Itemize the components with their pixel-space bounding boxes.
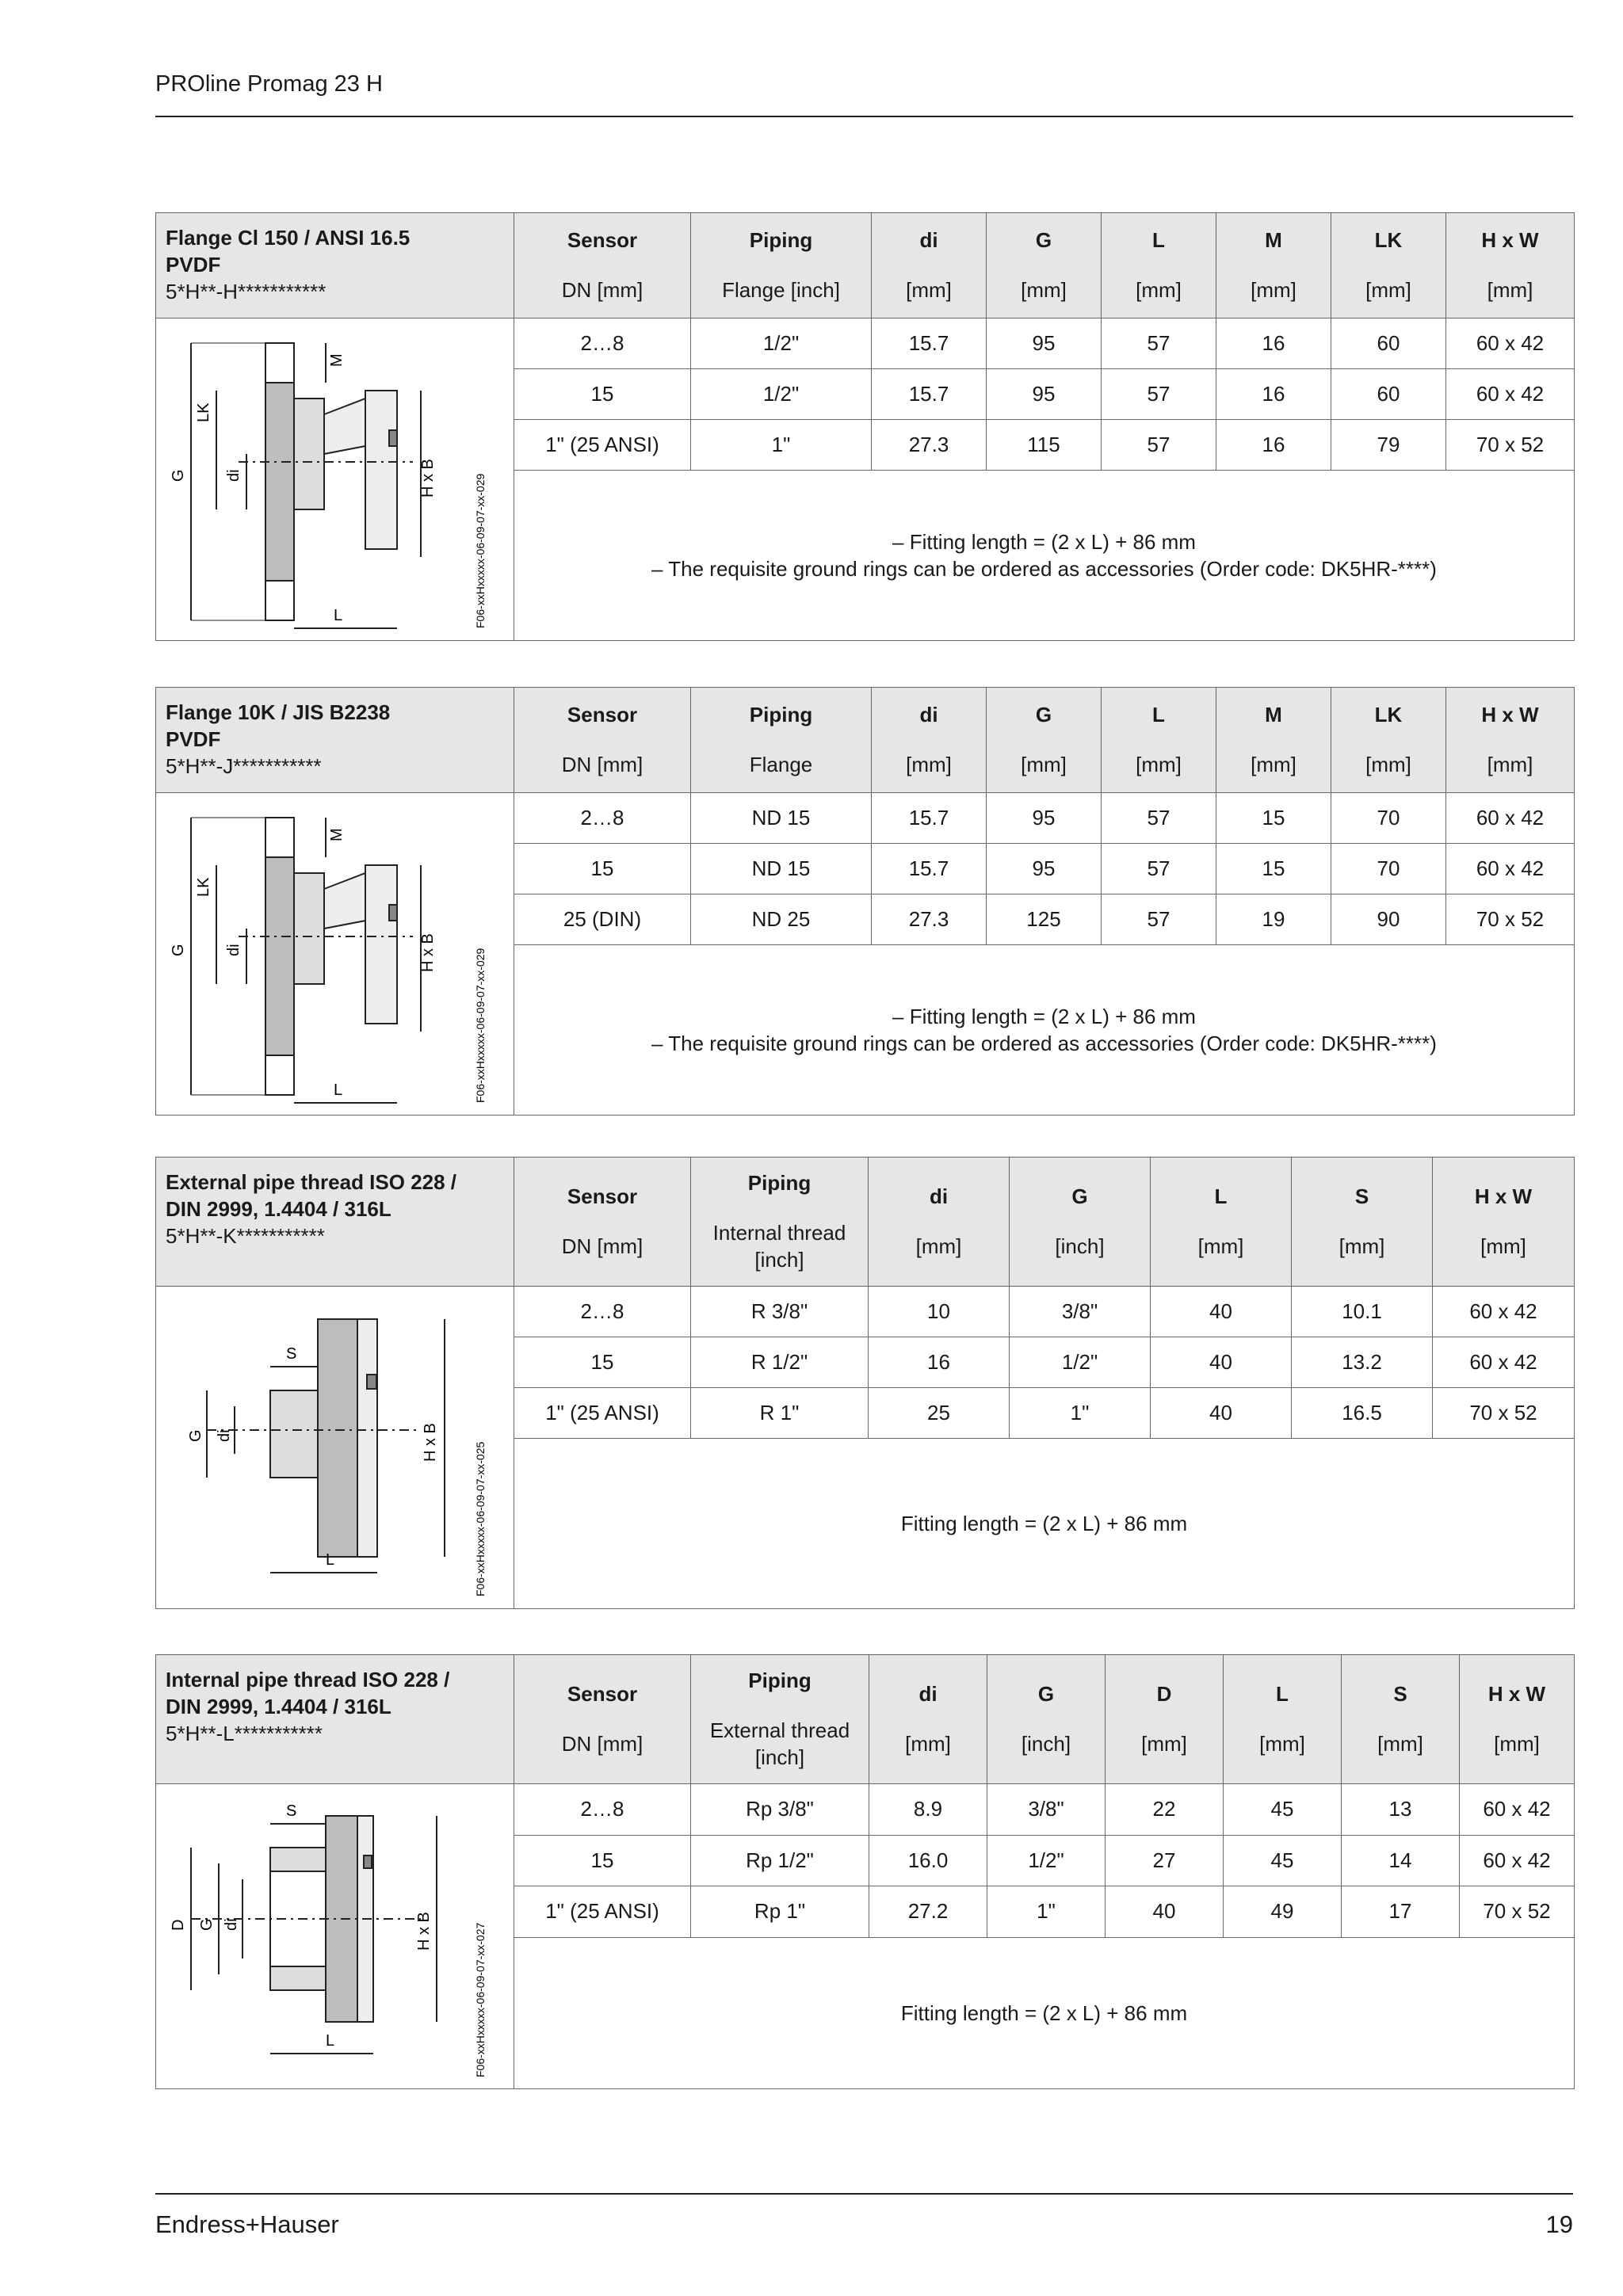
table-cell: 13.2 xyxy=(1292,1337,1433,1388)
dim-label-g: G xyxy=(170,469,187,482)
table-cell: 1/2" xyxy=(1010,1337,1151,1388)
table-cell: 70 xyxy=(1331,793,1446,844)
table-cell: 15.7 xyxy=(872,318,987,369)
dim-label-lk: LK xyxy=(195,877,212,897)
dim-label-d: D xyxy=(170,1919,187,1931)
table-cell: Rp 1/2" xyxy=(691,1835,869,1886)
header-rule xyxy=(155,116,1573,117)
spec-table-internal-thread xyxy=(155,1654,1575,2089)
table-cell: 15 xyxy=(1216,844,1331,894)
table-row xyxy=(156,318,1575,369)
column-header: G [mm] xyxy=(987,213,1102,318)
table-row xyxy=(156,1784,1575,1836)
table-cell: 70 x 52 xyxy=(1446,420,1575,471)
table-cell: 90 xyxy=(1331,894,1446,945)
column-header: H x W [mm] xyxy=(1446,688,1575,793)
table-row xyxy=(156,793,1575,844)
column-header: G [mm] xyxy=(987,688,1102,793)
table-cell: 15 xyxy=(514,1337,691,1388)
dim-label-hxb: H x B xyxy=(419,459,437,498)
table-cell: 17 xyxy=(1342,1886,1460,1938)
table-cell: 25 (DIN) xyxy=(514,894,691,945)
table-cell: 27 xyxy=(1106,1835,1224,1886)
table-cell: 70 x 52 xyxy=(1433,1388,1575,1439)
table-cell: 49 xyxy=(1224,1886,1342,1938)
dim-label-di: di xyxy=(216,1429,233,1442)
column-header: LK [mm] xyxy=(1331,688,1446,793)
table-cell: 40 xyxy=(1151,1388,1292,1439)
table-cell: 45 xyxy=(1224,1784,1342,1836)
table-cell: 10 xyxy=(869,1287,1010,1337)
page-header-title: PROline Promag 23 H xyxy=(155,71,383,97)
table-cell: 57 xyxy=(1102,318,1216,369)
column-header: Piping Internal thread [inch] xyxy=(691,1158,869,1287)
table-cell: 70 xyxy=(1331,844,1446,894)
column-header: Sensor DN [mm] xyxy=(514,1655,691,1784)
table-cell: 60 xyxy=(1331,318,1446,369)
table-cell: 15 xyxy=(514,1835,691,1886)
table-cell: 40 xyxy=(1151,1337,1292,1388)
thread-drawing xyxy=(156,1287,514,1609)
page-number: 19 xyxy=(1545,2210,1573,2238)
column-header: Piping Flange [inch] xyxy=(691,213,872,318)
dim-label-s: S xyxy=(286,1345,297,1363)
table-cell: 95 xyxy=(987,318,1102,369)
column-header: S [mm] xyxy=(1292,1158,1433,1287)
table-cell: 22 xyxy=(1106,1784,1224,1836)
table-cell: 13 xyxy=(1342,1784,1460,1836)
column-header: Sensor DN [mm] xyxy=(514,1158,691,1287)
flange-drawing xyxy=(156,318,514,641)
table-cell: 57 xyxy=(1102,369,1216,420)
table-cell: 3/8" xyxy=(987,1784,1106,1836)
dim-label-m: M xyxy=(328,353,346,367)
table-cell: R 1/2" xyxy=(691,1337,869,1388)
table-cell: 57 xyxy=(1102,420,1216,471)
table-cell: 79 xyxy=(1331,420,1446,471)
table-cell: 16.5 xyxy=(1292,1388,1433,1439)
column-header: H x W [mm] xyxy=(1433,1158,1575,1287)
table-cell: 1/2" xyxy=(691,369,872,420)
table-cell: 15 xyxy=(514,844,691,894)
column-header: Sensor DN [mm] xyxy=(514,213,691,318)
dim-label-hxb: H x B xyxy=(419,933,437,972)
table-cell: 16 xyxy=(1216,318,1331,369)
table-cell: 57 xyxy=(1102,793,1216,844)
table-cell: 60 x 42 xyxy=(1460,1784,1575,1836)
table-cell: Rp 1" xyxy=(691,1886,869,1938)
column-header: G [inch] xyxy=(1010,1158,1151,1287)
table-cell: 1" (25 ANSI) xyxy=(514,1886,691,1938)
thread-drawing xyxy=(156,1784,514,2089)
table-cell: 60 x 42 xyxy=(1460,1835,1575,1886)
table-cell: 70 x 52 xyxy=(1446,894,1575,945)
dim-label-l: L xyxy=(326,1551,335,1569)
column-header: G [inch] xyxy=(987,1655,1106,1784)
table-cell: 60 x 42 xyxy=(1433,1337,1575,1388)
dim-label-s: S xyxy=(286,1802,297,1820)
table-cell: 95 xyxy=(987,844,1102,894)
column-header: L [mm] xyxy=(1102,213,1216,318)
table-cell: 15.7 xyxy=(872,369,987,420)
table-cell: 57 xyxy=(1102,894,1216,945)
column-header: H x W [mm] xyxy=(1460,1655,1575,1784)
table-notes: – Fitting length = (2 x L) + 86 mm – The requisite ground rings can be ordered as accessories (Order code: DK5HR-****) xyxy=(514,471,1575,641)
table-row xyxy=(156,1287,1575,1337)
table-cell: 15.7 xyxy=(872,844,987,894)
column-header: Piping External thread [inch] xyxy=(691,1655,869,1784)
spec-table-flange-jis xyxy=(155,687,1575,1116)
table-cell: 60 x 42 xyxy=(1433,1287,1575,1337)
table-cell: 115 xyxy=(987,420,1102,471)
table-cell: 10.1 xyxy=(1292,1287,1433,1337)
footer-brand: Endress+Hauser xyxy=(155,2210,339,2238)
column-header: di [mm] xyxy=(872,688,987,793)
table-cell: 60 xyxy=(1331,369,1446,420)
figure-code: F06-xxHxxxxx-06-09-07-xx-029 xyxy=(474,473,487,628)
figure-code: F06-xxHxxxxx-06-09-07-xx-027 xyxy=(474,1922,487,2077)
column-header: L [mm] xyxy=(1102,688,1216,793)
table-cell: 1/2" xyxy=(691,318,872,369)
column-header: di [mm] xyxy=(869,1655,987,1784)
dim-label-g: G xyxy=(170,944,187,956)
column-header: Sensor DN [mm] xyxy=(514,688,691,793)
table-cell: 1" xyxy=(1010,1388,1151,1439)
table-notes: Fitting length = (2 x L) + 86 mm xyxy=(514,1937,1575,2089)
column-header: Piping Flange xyxy=(691,688,872,793)
table-cell: 2…8 xyxy=(514,1287,691,1337)
external-thread-figure xyxy=(159,1287,516,1608)
table-cell: R 3/8" xyxy=(691,1287,869,1337)
footer-rule xyxy=(155,2193,1573,2195)
table-cell: 60 x 42 xyxy=(1446,844,1575,894)
dim-label-g: G xyxy=(198,1918,216,1931)
dim-label-m: M xyxy=(328,828,346,841)
table-cell: 60 x 42 xyxy=(1446,318,1575,369)
column-header: L [mm] xyxy=(1151,1158,1292,1287)
table-cell: 60 x 42 xyxy=(1446,793,1575,844)
table-cell: 57 xyxy=(1102,844,1216,894)
table-cell: 40 xyxy=(1151,1287,1292,1337)
table-cell: 1" xyxy=(987,1886,1106,1938)
table-cell: 14 xyxy=(1342,1835,1460,1886)
table-cell: 15 xyxy=(1216,793,1331,844)
table-cell: 40 xyxy=(1106,1886,1224,1938)
column-header: di [mm] xyxy=(869,1158,1010,1287)
table-cell: 3/8" xyxy=(1010,1287,1151,1337)
column-header: M [mm] xyxy=(1216,688,1331,793)
table-notes: Fitting length = (2 x L) + 86 mm xyxy=(514,1439,1575,1609)
table-cell: 1" (25 ANSI) xyxy=(514,1388,691,1439)
table-cell: 27.2 xyxy=(869,1886,987,1938)
dim-label-lk: LK xyxy=(195,402,212,422)
table-cell: ND 15 xyxy=(691,793,872,844)
table-cell: 95 xyxy=(987,793,1102,844)
table-notes: – Fitting length = (2 x L) + 86 mm – The requisite ground rings can be ordered as accessories (Order code: DK5HR-****) xyxy=(514,945,1575,1116)
flange-cross-section-figure xyxy=(159,794,516,1114)
table-cell: 8.9 xyxy=(869,1784,987,1836)
table-cell: 15 xyxy=(514,369,691,420)
dim-label-hxb: H x B xyxy=(422,1423,439,1462)
table-title: Internal pipe thread ISO 228 / DIN 2999, 1.4404 / 316L 5*H**-L*********** xyxy=(156,1655,514,1784)
column-header: L [mm] xyxy=(1224,1655,1342,1784)
column-header: di [mm] xyxy=(872,213,987,318)
table-cell: 1" xyxy=(691,420,872,471)
internal-thread-figure xyxy=(159,1784,516,2088)
column-header: M [mm] xyxy=(1216,213,1331,318)
dim-label-di: di xyxy=(225,469,242,482)
column-header: LK [mm] xyxy=(1331,213,1446,318)
table-cell: 15.7 xyxy=(872,793,987,844)
table-cell: ND 15 xyxy=(691,844,872,894)
dim-label-di: di xyxy=(225,944,242,956)
table-cell: 25 xyxy=(869,1388,1010,1439)
table-cell: 70 x 52 xyxy=(1460,1886,1575,1938)
spec-table-external-thread xyxy=(155,1157,1575,1609)
dim-label-g: G xyxy=(187,1429,204,1442)
table-cell: 27.3 xyxy=(872,420,987,471)
table-cell: 16 xyxy=(1216,369,1331,420)
table-cell: Rp 3/8" xyxy=(691,1784,869,1836)
table-title: Flange 10K / JIS B2238 PVDF 5*H**-J*********** xyxy=(156,688,514,793)
table-cell: 1" (25 ANSI) xyxy=(514,420,691,471)
table-cell: 1/2" xyxy=(987,1835,1106,1886)
table-cell: 16 xyxy=(869,1337,1010,1388)
table-cell: R 1" xyxy=(691,1388,869,1439)
table-cell: 16.0 xyxy=(869,1835,987,1886)
table-title: Flange Cl 150 / ANSI 16.5 PVDF 5*H**-H*********** xyxy=(156,213,514,318)
table-cell: 2…8 xyxy=(514,793,691,844)
table-cell: 2…8 xyxy=(514,1784,691,1836)
table-cell: 2…8 xyxy=(514,318,691,369)
table-cell: 45 xyxy=(1224,1835,1342,1886)
column-header: S [mm] xyxy=(1342,1655,1460,1784)
figure-code: F06-xxHxxxxx-06-09-07-xx-029 xyxy=(474,948,487,1103)
column-header: D [mm] xyxy=(1106,1655,1224,1784)
table-cell: 27.3 xyxy=(872,894,987,945)
dim-label-l: L xyxy=(334,607,343,624)
table-title: External pipe thread ISO 228 / DIN 2999, 1.4404 / 316L 5*H**-K*********** xyxy=(156,1158,514,1287)
column-header: H x W [mm] xyxy=(1446,213,1575,318)
table-cell: 95 xyxy=(987,369,1102,420)
dim-label-l: L xyxy=(334,1081,343,1099)
flange-drawing xyxy=(156,793,514,1116)
dim-label-l: L xyxy=(326,2032,335,2050)
spec-table-flange-ansi xyxy=(155,212,1575,641)
table-cell: 19 xyxy=(1216,894,1331,945)
dim-label-hxb: H x B xyxy=(415,1912,433,1951)
dim-label-di: di xyxy=(223,1918,240,1931)
table-cell: ND 25 xyxy=(691,894,872,945)
table-cell: 16 xyxy=(1216,420,1331,471)
figure-code: F06-xxHxxxxx-06-09-07-xx-025 xyxy=(474,1441,487,1596)
flange-cross-section-figure xyxy=(159,319,516,639)
table-cell: 125 xyxy=(987,894,1102,945)
table-cell: 60 x 42 xyxy=(1446,369,1575,420)
